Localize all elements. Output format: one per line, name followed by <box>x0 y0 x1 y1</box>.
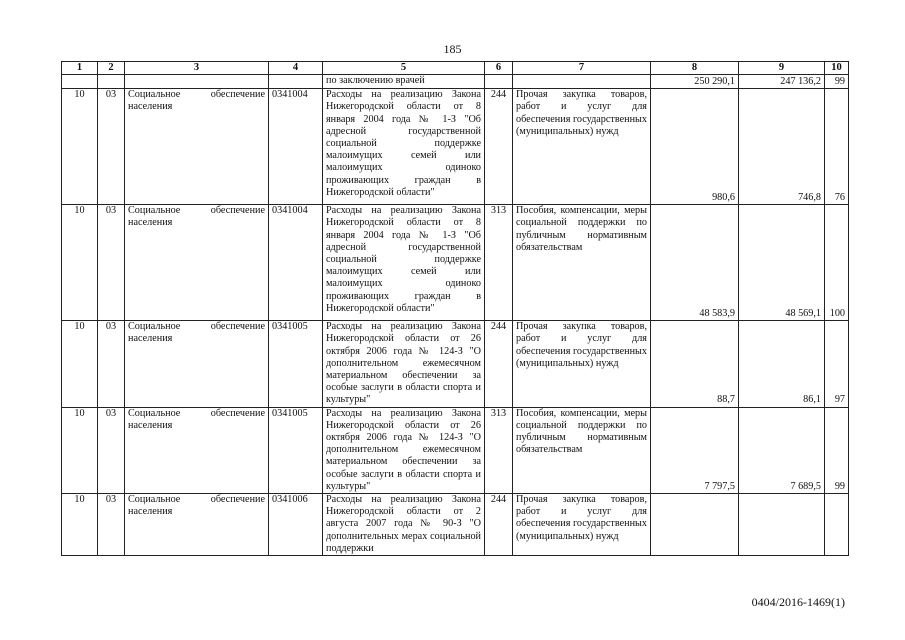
cell-section: 10 <box>62 407 98 493</box>
cell-section: 10 <box>62 89 98 205</box>
table-header-row <box>62 62 849 75</box>
cell-section-name: Социальное обеспечение населения <box>125 407 269 493</box>
cell-executed-amount: 48 569,1 <box>739 205 825 321</box>
cell-subsection: 03 <box>98 407 125 493</box>
header-cell: 10 <box>825 62 849 75</box>
cell-planned-amount <box>651 494 739 556</box>
cell-expense-type: 244 <box>485 321 513 407</box>
cell-planned-amount: 980,6 <box>651 89 739 205</box>
cell-subsection: 03 <box>98 205 125 321</box>
empty-cell <box>513 75 651 89</box>
header-cell: 6 <box>485 62 513 75</box>
cell-section: 10 <box>62 494 98 556</box>
document-code: 0404/2016-1469(1) <box>751 595 845 609</box>
cell-expense-description: Расходы на реализацию Закона Нижегородской области от 26 октября 2006 года № 124-З "О дополнительном ежемесячном материальном обеспечении за особые заслуги в области спорта и культуры" <box>323 407 485 493</box>
header-cell: 1 <box>62 62 98 75</box>
cell-expense-type-name: Прочая закупка товаров, работ и услуг для обеспечения государственных (муниципальных) нужд <box>513 321 651 407</box>
table-row <box>62 321 849 407</box>
cell-target-code: 0341005 <box>269 321 323 407</box>
header-cell: 9 <box>739 62 825 75</box>
cell-execution-percent: 99 <box>825 407 849 493</box>
empty-cell <box>98 75 125 89</box>
table-body <box>62 62 849 556</box>
cell-target-code: 0341004 <box>269 89 323 205</box>
cell-expense-type: 244 <box>485 494 513 556</box>
cell-expense-type: 313 <box>485 407 513 493</box>
cell-planned-amount: 88,7 <box>651 321 739 407</box>
cell-executed-amount: 7 689,5 <box>739 407 825 493</box>
cell-section: 10 <box>62 321 98 407</box>
cell-expense-description: Расходы на реализацию Закона Нижегородской области от 8 января 2004 года № 1-З "Об адресной государственной социальной поддержке малоимущих семей или малоимущих одиноко проживающих граждан в Нижегородской области" <box>323 205 485 321</box>
cell-expense-description: Расходы на реализацию Закона Нижегородской области от 2 августа 2007 года № 90-З "О дополнительных мерах социальной поддержки <box>323 494 485 556</box>
cell-planned-amount: 48 583,9 <box>651 205 739 321</box>
header-cell: 3 <box>125 62 269 75</box>
cell-target-code: 0341005 <box>269 407 323 493</box>
cell-execution-percent: 97 <box>825 321 849 407</box>
continuation-value-9: 247 136,2 <box>739 75 825 89</box>
cell-section-name: Социальное обеспечение населения <box>125 321 269 407</box>
cell-expense-description: Расходы на реализацию Закона Нижегородской области от 8 января 2004 года № 1-З "Об адресной государственной социальной поддержке малоимущих семей или малоимущих одиноко проживающих граждан в Нижегородской области" <box>323 89 485 205</box>
cell-section-name: Социальное обеспечение населения <box>125 89 269 205</box>
cell-subsection: 03 <box>98 89 125 205</box>
cell-executed-amount: 86,1 <box>739 321 825 407</box>
cell-subsection: 03 <box>98 494 125 556</box>
cell-section-name: Социальное обеспечение населения <box>125 494 269 556</box>
continuation-row <box>62 75 849 89</box>
empty-cell <box>125 75 269 89</box>
cell-planned-amount: 7 797,5 <box>651 407 739 493</box>
empty-cell <box>485 75 513 89</box>
cell-expense-description: Расходы на реализацию Закона Нижегородской области от 26 октября 2006 года № 124-З "О дополнительном ежемесячном материальном обеспечении за особые заслуги в области спорта и культуры" <box>323 321 485 407</box>
cell-section: 10 <box>62 205 98 321</box>
page-number: 185 <box>443 42 462 56</box>
cell-expense-type-name: Прочая закупка товаров, работ и услуг для обеспечения государственных (муниципальных) нужд <box>513 494 651 556</box>
continuation-value-10: 99 <box>825 75 849 89</box>
continuation-description: по заключению врачей <box>323 75 485 89</box>
header-cell: 4 <box>269 62 323 75</box>
empty-cell <box>62 75 98 89</box>
cell-target-code: 0341004 <box>269 205 323 321</box>
cell-execution-percent <box>825 494 849 556</box>
header-cell: 5 <box>323 62 485 75</box>
cell-execution-percent: 100 <box>825 205 849 321</box>
budget-table <box>61 61 849 556</box>
cell-section-name: Социальное обеспечение населения <box>125 205 269 321</box>
continuation-value-8: 250 290,1 <box>651 75 739 89</box>
cell-expense-type: 244 <box>485 89 513 205</box>
cell-executed-amount: 746,8 <box>739 89 825 205</box>
table-row <box>62 89 849 205</box>
cell-expense-type-name: Пособия, компенсации, меры социальной поддержки по публичным нормативным обязательствам <box>513 205 651 321</box>
cell-expense-type: 313 <box>485 205 513 321</box>
empty-cell <box>269 75 323 89</box>
header-cell: 7 <box>513 62 651 75</box>
cell-executed-amount <box>739 494 825 556</box>
cell-execution-percent: 76 <box>825 89 849 205</box>
cell-expense-type-name: Пособия, компенсации, меры социальной поддержки по публичным нормативным обязательствам <box>513 407 651 493</box>
header-cell: 8 <box>651 62 739 75</box>
header-cell: 2 <box>98 62 125 75</box>
cell-subsection: 03 <box>98 321 125 407</box>
table-row <box>62 205 849 321</box>
table-row <box>62 494 849 556</box>
cell-expense-type-name: Прочая закупка товаров, работ и услуг для обеспечения государственных (муниципальных) нужд <box>513 89 651 205</box>
table-row <box>62 407 849 493</box>
cell-target-code: 0341006 <box>269 494 323 556</box>
